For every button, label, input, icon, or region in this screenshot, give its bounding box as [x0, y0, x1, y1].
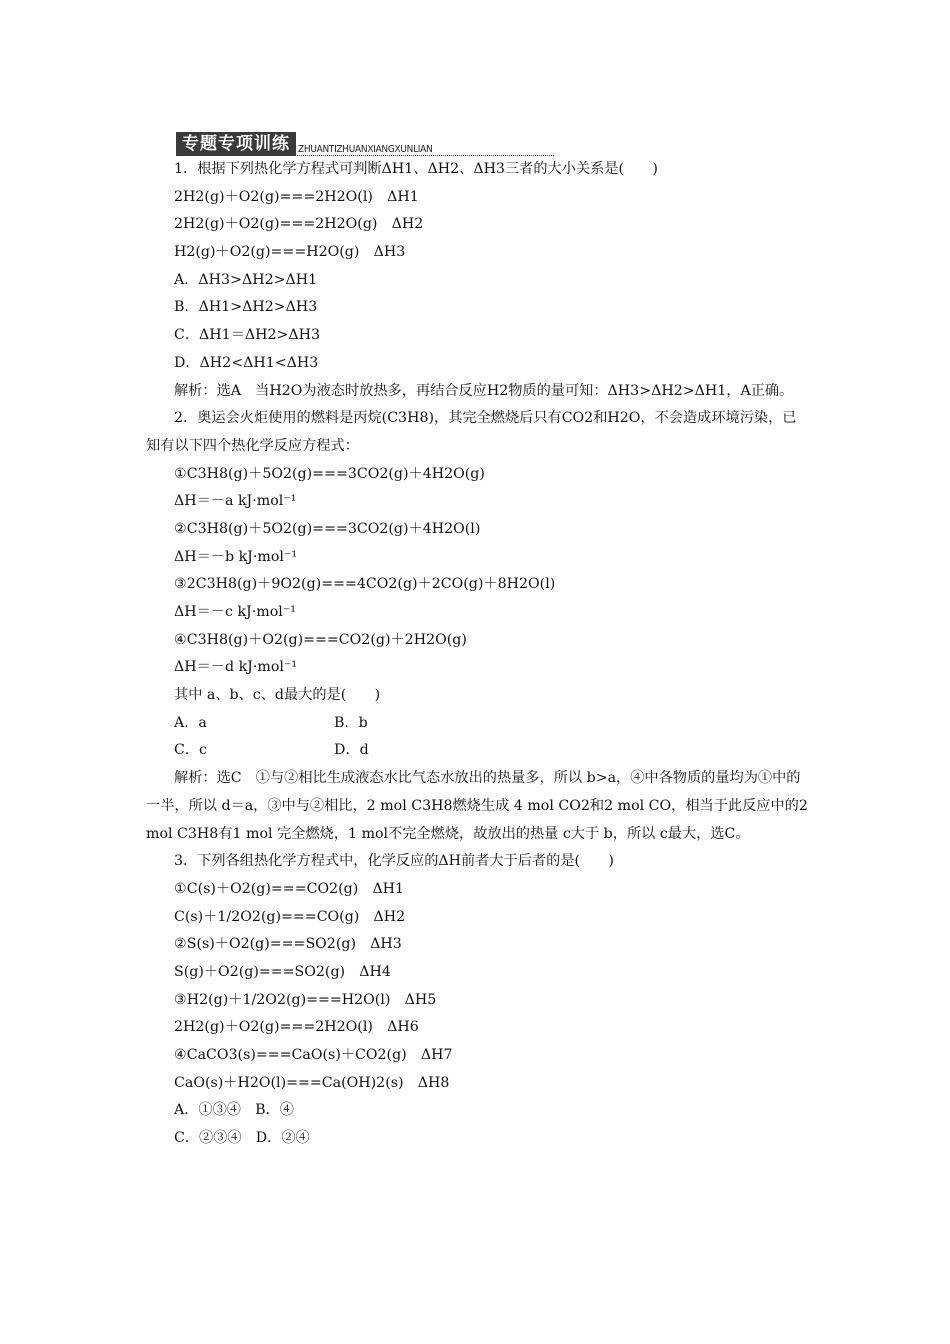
- q2-equation-3: ③2C3H8(g)＋9O2(g)===4CO2(g)＋2CO(g)＋8H2O(l): [174, 576, 556, 593]
- q3-options-ab: A．①③④ B．④: [174, 1102, 294, 1119]
- q2-analysis: 解析：选C ①与②相比生成液态水比气态水放出的热量多，所以 b>a，④中各物质的量均为①中的一半，所以 d＝a，③中与②相比，2 mol C3H8燃烧生成 4 mol CO2和2 mol CO，相当于此反应中的2 mol C3H8有1 mol 完全燃烧，1 mol不完全燃烧，故放出的热量 c大于 b，所以 c最大，选C。: [146, 770, 808, 842]
- q2-options-cd: [146, 737, 810, 765]
- q1-option-d: D．ΔH2<ΔH1<ΔH3: [174, 354, 319, 371]
- q2-enthalpy-3: ΔH＝－c kJ·mol⁻¹: [174, 604, 296, 621]
- q2-equation-1: ①C3H8(g)＋5O2(g)===3CO2(g)＋4H2O(g): [174, 465, 485, 482]
- q1-stem: 1．根据下列热化学方程式可判断ΔH1、ΔH2、ΔH3三者的大小关系是( ): [174, 161, 658, 177]
- q2-option-a: A．a: [174, 714, 207, 731]
- q2-enthalpy-1: ΔH＝－a kJ·mol⁻¹: [174, 493, 297, 510]
- q1-equation-3: H2(g)＋O2(g)===H2O(g) ΔH3: [174, 244, 406, 261]
- q2-enthalpy-4: ΔH＝－d kJ·mol⁻¹: [174, 659, 298, 676]
- q3-equation-1: ①C(s)＋O2(g)===CO2(g) ΔH1: [174, 880, 405, 897]
- q1-option-a: A．ΔH3>ΔH2>ΔH1: [174, 271, 318, 288]
- q3-equation-4: S(g)＋O2(g)===SO2(g) ΔH4: [174, 964, 391, 981]
- q3-equation-6: 2H2(g)＋O2(g)===2H2O(l) ΔH6: [174, 1019, 419, 1036]
- q3-equation-5: ③H2(g)＋1/2O2(g)===H2O(l) ΔH5: [174, 991, 437, 1008]
- q1-option-b: B．ΔH1>ΔH2>ΔH3: [174, 299, 318, 316]
- q1-option-c: C．ΔH1＝ΔH2>ΔH3: [174, 327, 321, 344]
- q2-option-d: D．d: [334, 742, 369, 759]
- q3-stem: 3．下列各组热化学方程式中，化学反应的ΔH前者大于后者的是( ): [174, 853, 614, 870]
- q2-option-c: C．c: [174, 742, 207, 759]
- q2-enthalpy-2: ΔH＝－b kJ·mol⁻¹: [174, 548, 298, 565]
- section-pinyin: ZHUANTIZHUANXIANGXUNLIAN: [298, 144, 433, 155]
- q1-equation-1: 2H2(g)＋O2(g)===2H2O(l) ΔH1: [174, 188, 419, 205]
- section-header: [176, 132, 432, 156]
- q2-option-b: B．b: [334, 714, 368, 731]
- q3-equation-8: CaO(s)＋H2O(l)===Ca(OH)2(s) ΔH8: [174, 1074, 450, 1091]
- q2-stem: 2．奥运会火炬使用的燃料是丙烷(C3H8)，其完全燃烧后只有CO2和H2O，不会造成环境污染，已知有以下四个热化学反应方程式：: [146, 410, 797, 454]
- q3-equation-7: ④CaCO3(s)===CaO(s)＋CO2(g) ΔH7: [174, 1047, 453, 1064]
- section-badge: 专题专项训练: [176, 132, 296, 156]
- q3-options-cd: C．②③④ D．②④: [174, 1130, 310, 1147]
- exercise-content: [146, 156, 810, 1153]
- q3-equation-2: C(s)＋1/2O2(g)===CO(g) ΔH2: [174, 908, 406, 925]
- q3-equation-3: ②S(s)＋O2(g)===SO2(g) ΔH3: [174, 936, 402, 953]
- q2-options-ab: [146, 710, 810, 738]
- q2-equation-4: ④C3H8(g)＋O2(g)===CO2(g)＋2H2O(g): [174, 631, 467, 648]
- q2-equation-2: ②C3H8(g)＋5O2(g)===3CO2(g)＋4H2O(l): [174, 520, 481, 537]
- q1-analysis: 解析：选A 当H2O为液态时放热多，再结合反应H2物质的量可知：ΔH3>ΔH2>ΔH1，A正确。: [174, 382, 794, 399]
- q2-question: 其中 a、b、c、d最大的是( ): [174, 687, 381, 704]
- q1-equation-2: 2H2(g)＋O2(g)===2H2O(g) ΔH2: [174, 216, 424, 233]
